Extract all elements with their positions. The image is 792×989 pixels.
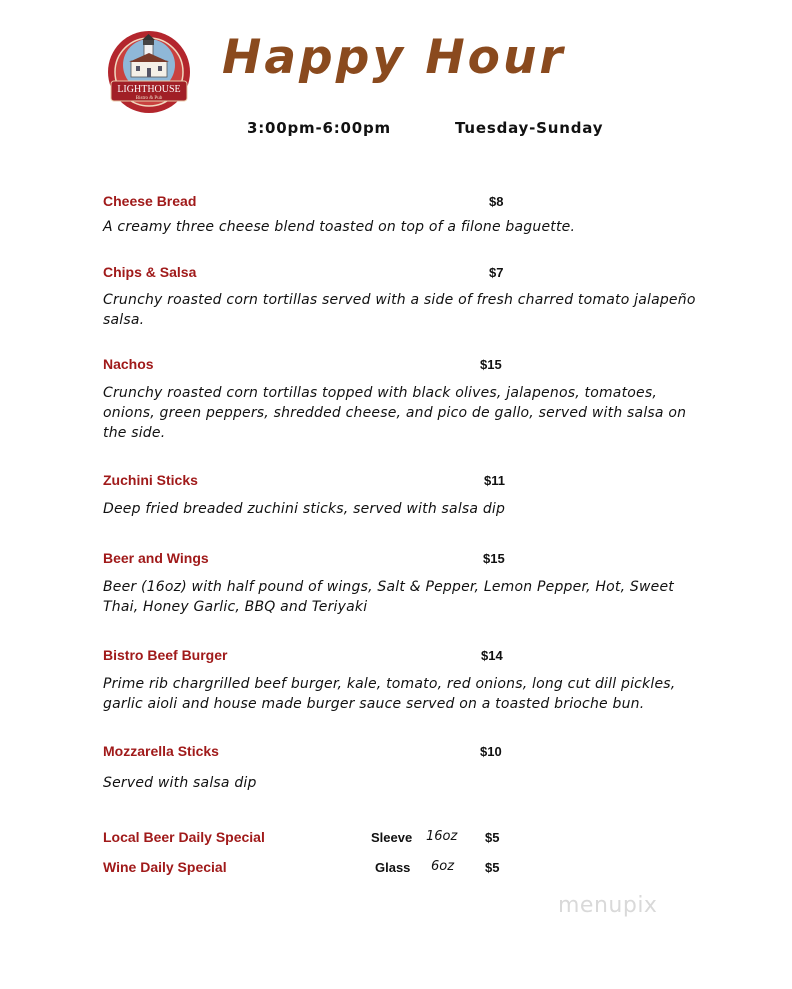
page-title: Happy Hour [222, 30, 566, 85]
special-size: 16oz [426, 829, 458, 844]
special-size: 6oz [431, 859, 455, 874]
menu-item-description: A creamy three cheese blend toasted on top of a filone baguette. [103, 219, 576, 235]
menu-item-description: Deep fried breaded zuchini sticks, served with salsa dip [103, 501, 506, 517]
days-text: Tuesday-Sunday [455, 119, 604, 137]
menu-item-price: $10 [480, 744, 502, 759]
menu-item-price: $7 [489, 265, 504, 280]
menu-item-price: $15 [483, 551, 505, 566]
menu-item-price: $11 [484, 473, 505, 488]
menu-item-description: Served with salsa dip [103, 775, 257, 791]
watermark: menupix [558, 893, 658, 918]
menu-item-price: $15 [480, 357, 502, 372]
lighthouse-logo [107, 29, 191, 115]
menu-item-description: Prime rib chargrilled beef burger, kale, tomato, red onions, long cut dill pickles, garlic aioli and house made burger sauce served on a toasted brioche bun. [103, 676, 676, 712]
menu-item-name: Zuchini Sticks [103, 472, 198, 488]
menu-item-price: $8 [489, 194, 504, 209]
menu-item-name: Beer and Wings [103, 550, 209, 566]
menu-item-price: $14 [481, 648, 503, 663]
menu-item-name: Bistro Beef Burger [103, 647, 228, 663]
menu-item-description: Crunchy roasted corn tortillas topped with black olives, jalapenos, tomatoes, onions, green peppers, shredded cheese, and pico de gallo, served with salsa on the side. [103, 385, 687, 441]
special-serving: Glass [375, 860, 411, 875]
menu-item-name: Mozzarella Sticks [103, 743, 219, 759]
logo-text-sub: Bistro & Pub [135, 96, 163, 101]
menu-item-name: Nachos [103, 356, 154, 372]
menu-item-description: Beer (16oz) with half pound of wings, Salt & Pepper, Lemon Pepper, Hot, Sweet Thai, Honey Garlic, BBQ and Teriyaki [103, 579, 674, 615]
special-serving: Sleeve [371, 830, 413, 845]
hours-text: 3:00pm-6:00pm [247, 119, 391, 137]
menu-item-description: Crunchy roasted corn tortillas served with a side of fresh charred tomato jalapeño salsa. [103, 292, 696, 328]
special-name: Local Beer Daily Special [103, 829, 265, 845]
menu-item-name: Cheese Bread [103, 193, 197, 209]
special-price: $5 [485, 830, 500, 845]
special-name: Wine Daily Special [103, 859, 227, 875]
menu-item-name: Chips & Salsa [103, 264, 197, 280]
special-price: $5 [485, 860, 500, 875]
logo-text-main: LIGHTHOUSE [117, 84, 181, 95]
